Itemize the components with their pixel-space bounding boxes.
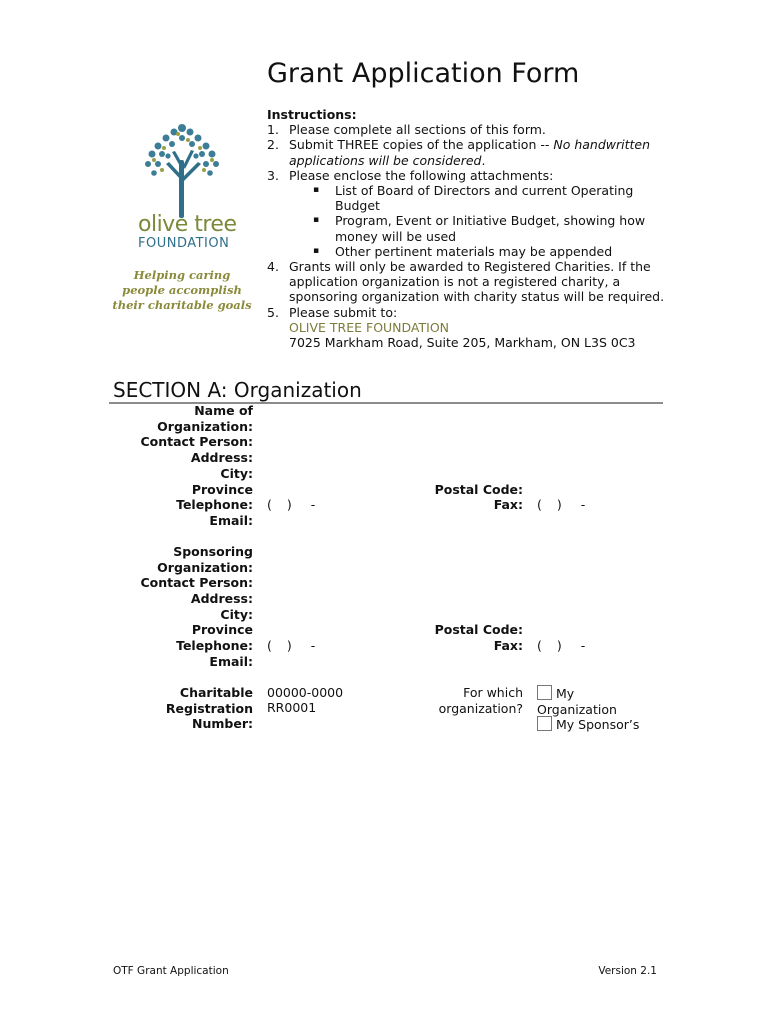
sponsor-address-label: Address: (190, 591, 253, 606)
footer-right: Version 2.1 (598, 965, 657, 977)
sponsor-fax-field[interactable] (537, 638, 585, 654)
paren-close: ) (286, 497, 292, 512)
org-fax-label: Fax: (493, 497, 523, 512)
option-label: My Sponsor’s (556, 717, 640, 732)
checkbox[interactable] (537, 685, 552, 700)
paren-close: ) (556, 497, 562, 512)
sponsor-telephone-field[interactable] (267, 638, 315, 654)
item-text: Please complete all sections of this form. (289, 122, 546, 138)
attachment-item (267, 244, 667, 259)
dash: - (310, 638, 316, 653)
sponsor-postal-label: Postal Code: (434, 622, 523, 637)
org-city-label: City: (220, 466, 253, 481)
logo-subname: FOUNDATION (138, 236, 230, 251)
org-email-label: Email: (209, 513, 253, 528)
bullet-icon: ▪ (313, 215, 320, 226)
attachment-item (267, 213, 667, 243)
org-contact-label: Contact Person: (140, 434, 253, 449)
attachment-text: List of Board of Directors and current Operating Budget (335, 183, 634, 214)
checkbox[interactable] (537, 716, 552, 731)
option-my-sponsor[interactable] (537, 716, 639, 733)
logo-tagline: Helping caring people accomplish their charitable goals (112, 268, 252, 312)
paren-open: ( (537, 638, 542, 653)
instructions (267, 107, 667, 350)
submit-org-line (267, 320, 667, 335)
item-text: Please enclose the following attachments: (289, 167, 554, 183)
charitable-number-line2[interactable]: RR0001 (267, 700, 317, 715)
org-postal-label: Postal Code: (434, 482, 523, 497)
item-text: Please submit to: (289, 304, 398, 320)
bullet-icon: ▪ (313, 245, 320, 256)
item-number: 4. (267, 259, 279, 275)
instruction-item (267, 259, 667, 305)
option-my-organization[interactable] (537, 685, 647, 717)
sponsor-fax-label: Fax: (493, 638, 523, 653)
charitable-number-line1[interactable]: 00000-0000 (267, 685, 344, 700)
sponsor-city-label: City: (220, 607, 253, 622)
charitable-registration-label: Charitable Registration Number: (165, 685, 253, 731)
org-address-label: Address: (190, 450, 253, 465)
instruction-item (267, 137, 667, 167)
item-emphasis: No handwritten applications will be considered (289, 137, 651, 168)
item-number: 2. (267, 137, 279, 153)
sponsor-contact-label: Contact Person: (140, 575, 253, 590)
submit-address: 7025 Markham Road, Suite 205, Markham, ON L3S 0C3 (289, 335, 636, 351)
org-telephone-label: Telephone: (176, 497, 253, 512)
org-telephone-field[interactable] (267, 497, 315, 513)
attachment-item (267, 183, 667, 213)
dash: - (580, 638, 586, 653)
option-label: My Organization (537, 686, 617, 717)
dash: - (580, 497, 586, 512)
paren-close: ) (286, 638, 292, 653)
paren-close: ) (556, 638, 562, 653)
org-name-label: Name of Organization: (157, 403, 253, 434)
sponsor-telephone-label: Telephone: (176, 638, 253, 653)
bullet-icon: ▪ (313, 185, 320, 196)
instruction-item (267, 122, 667, 137)
instruction-item (267, 305, 667, 320)
submit-address-line (267, 335, 667, 350)
item-end: . (481, 152, 486, 168)
logo-name: olive tree (138, 212, 237, 237)
org-fax-field[interactable] (537, 497, 585, 513)
for-which-label: For which organization? (438, 685, 523, 716)
attachment-text: Other pertinent materials may be appended (335, 243, 613, 259)
footer-left: OTF Grant Application (113, 965, 229, 977)
paren-open: ( (537, 497, 542, 512)
item-number: 1. (267, 122, 279, 138)
item-number: 3. (267, 167, 279, 183)
sponsor-province-label: Province (191, 622, 253, 637)
item-text: Submit THREE copies of the application -- (289, 137, 554, 153)
section-a-heading: SECTION A: Organization (113, 378, 362, 402)
page-title: Grant Application Form (267, 58, 580, 89)
paren-open: ( (267, 638, 272, 653)
attachment-text: Program, Event or Initiative Budget, showing how money will be used (335, 213, 646, 244)
instruction-item (267, 168, 667, 183)
olive-tree-logo (128, 118, 238, 278)
sponsor-name-label: Sponsoring Organization: (157, 544, 253, 575)
dash: - (310, 497, 316, 512)
instructions-heading: Instructions: (267, 107, 357, 122)
paren-open: ( (267, 497, 272, 512)
submit-org: OLIVE TREE FOUNDATION (289, 319, 450, 335)
org-province-label: Province (191, 482, 253, 497)
item-number: 5. (267, 304, 279, 320)
sponsor-email-label: Email: (209, 654, 253, 669)
item-text: Grants will only be awarded to Registered Charities. If the application organization is not a registered charity, a sponsoring organization with charity status will be required. (289, 259, 665, 305)
